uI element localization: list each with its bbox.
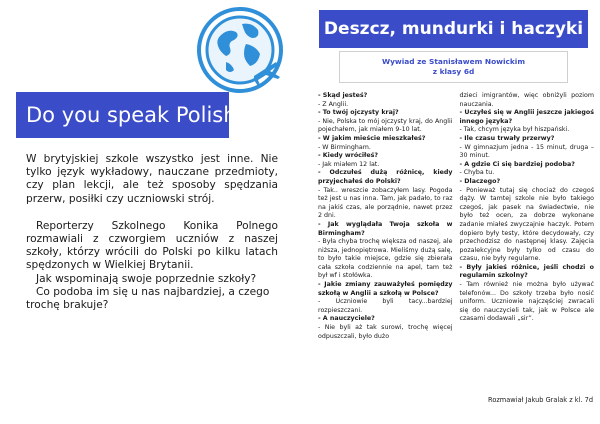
interview-answer: - W Birmingham. (318, 143, 371, 151)
article-title: Deszcz, mundurki i haczyki (319, 10, 588, 48)
interview-answer: - Ponieważ tutaj się chociaż do czegoś dąży. W tamtej szkole nie było takiego czegoś, jak pasek na świadectwie, nie było też ocen, za dobrze wykonane zadanie miałeś zwyczajnie haczyk. Potem dopiero były testy, które decydowały, czy przechodzisz do następnej klasy. Zajęcia pozalekcyjne były tylko od czasu do czasu, nie były regularne. (459, 186, 594, 263)
interview-column-left (318, 92, 453, 341)
subtitle-line: z klasy 6d (432, 67, 475, 76)
interview-question: - Ile czasu trwały przerwy? (459, 134, 555, 142)
interview-question: - Jak wyglądała Twoja szkoła w Birmingham? (318, 220, 453, 237)
interview-answer: - Tak.. wreszcie zobaczyłem lasy. Pogoda też jest u nas inna. Tam, jak padało, to raz na jakiś czas, ale porządnie, nawet przez 2 dni. (318, 186, 453, 220)
interview-answer: - Jak miałem 12 lat. (318, 160, 380, 168)
interview-answer: - Z Anglii. (318, 100, 349, 108)
interview-answer: - Chyba tu. (459, 169, 495, 177)
article-subtitle (339, 51, 568, 83)
interview-answer: - Nie, Polska to mój ojczysty kraj, do Anglii pojechałem, jak miałem 9-10 lat. (318, 117, 453, 134)
interview-question: - Dlaczego? (459, 177, 501, 185)
subtitle-line: Wywiad ze Stanisławem Nowickim (381, 57, 526, 66)
globe-airplane-icon (196, 6, 284, 94)
interview-columns (318, 92, 594, 341)
interview-column-right (460, 92, 595, 341)
intro-paragraph: W brytyjskiej szkole wszystko jest inne. Nie tylko język wykładowy, nauczane przedmioty, czy plan lekcji, ale też sposoby spędzania przerw, posiłki czy uczniowski strój. (26, 153, 278, 205)
interview-question: - Odczułeś dużą różnicę, kiedy przyjechałeś do Polski? (318, 169, 453, 185)
interview-answer: - Tak, chcym języka był hiszpański. (459, 126, 570, 134)
interview-answer: - W gimnazjum jedna - 15 minut, druga – 30 minut. (459, 143, 594, 160)
interview-question: - Uczyłeś się w Anglii jeszcze jakiegoś innego języka? (459, 109, 594, 125)
interview-question: - A nauczyciele? (318, 315, 375, 323)
interview-answer: - Tam również nie można było używać telefonów... Do szkoły trzeba było nosić uniform. Uczniowie najczęściej zwracali się do nauczycieli tak, jak w Polsce ale czasami dodawali „sir”. (459, 281, 594, 323)
interview-question: - Jakie zmiany zauważyłeś pomiędzy szkołą w Anglii a szkołą w Polsce? (318, 281, 453, 297)
interview-answer: dzieci imigrantów, więc obniżyli poziom nauczania. (459, 92, 594, 108)
interview-question: - To twój ojczysty kraj? (318, 109, 399, 117)
intro-question: Jak wspominają swoje poprzednie szkoły? (36, 272, 257, 285)
interview-answer: - Była chyba trochę większa od naszej, ale niższa, jednopiętrowa. Mieliśmy dużą salę, to było takie miejsce, gdzie się zbierała cała szkoła codziennie na apel, tam też był wf i stołówka. (318, 238, 453, 280)
intro-paragraph (26, 220, 278, 312)
interview-question: - A gdzie Ci się bardziej podoba? (459, 160, 575, 168)
byline: Rozmawiał Jakub Gralak z kl. 7d (488, 396, 593, 404)
interview-question: - Były jakieś różnice, jeśli chodzi o regulamin szkolny? (459, 263, 594, 280)
intro-paragraph-text: Reporterzy Szkolnego Konika Polnego rozmawiali z czworgiem uczniów z naszej szkoły, którzy wrócili do Polski po kilku latach spędzonych w Wielkiej Brytanii. (26, 219, 278, 272)
interview-answer: - Uczniowie byli tacy...bardziej rozpieszczani. (318, 298, 453, 314)
interview-question: - Kiedy wróciłeś? (318, 152, 379, 160)
interview-answer: - Nie byli aż tak surowi, trochę więcej odpuszczali, było dużo (318, 324, 453, 340)
intro-text (26, 153, 278, 312)
intro-question: Co podoba im się u nas najbardziej, a czego trochę brakuje? (26, 285, 270, 312)
interview-question: - Skąd jesteś? (318, 92, 368, 99)
section-banner: Do you speak Polish? (16, 92, 229, 138)
interview-question: - W jakim mieście mieszkałeś? (318, 134, 426, 142)
